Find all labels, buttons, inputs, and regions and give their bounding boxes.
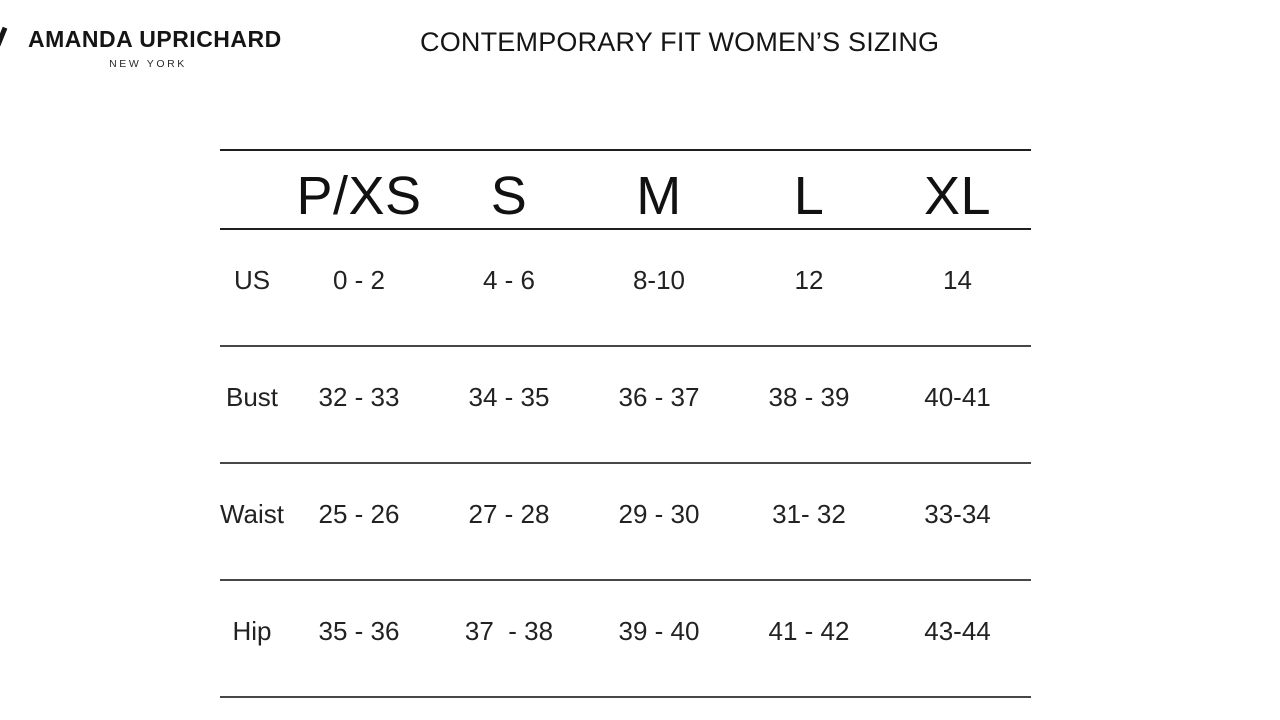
size-cell: 36 - 37 <box>618 382 700 412</box>
size-cell: 39 - 40 <box>618 616 700 646</box>
size-cell: 33-34 <box>924 499 991 529</box>
left-edge-mark <box>0 27 7 46</box>
size-cell: 37 - 38 <box>464 616 554 646</box>
size-cell: 29 - 30 <box>618 499 700 529</box>
row-label-hip: Hip <box>232 616 272 646</box>
page-title: CONTEMPORARY FIT WOMEN’S SIZING <box>420 27 940 57</box>
size-header-xl: XL <box>923 165 992 226</box>
size-cell: 27 - 28 <box>468 499 550 529</box>
brand-logo <box>28 26 282 70</box>
size-cell: 8-10 <box>632 265 686 295</box>
table-row-waist <box>220 464 1031 581</box>
size-cell: 38 - 39 <box>768 382 850 412</box>
size-cell: 34 - 35 <box>468 382 550 412</box>
table-row-us <box>220 230 1031 347</box>
size-cell: 12 <box>794 265 824 295</box>
size-header-pxs: P/XS <box>296 165 422 226</box>
size-header-m: M <box>636 165 682 226</box>
size-cell: 43-44 <box>924 616 991 646</box>
table-row-hip <box>220 581 1031 698</box>
size-cell: 35 - 36 <box>318 616 400 646</box>
size-cell: 41 - 42 <box>768 616 850 646</box>
size-cell: 32 - 33 <box>318 382 400 412</box>
table-row-bust <box>220 347 1031 464</box>
size-table <box>220 149 1031 698</box>
size-cell: 31- 32 <box>772 499 846 529</box>
row-label-bust: Bust <box>225 382 279 412</box>
size-cell: 4 - 6 <box>482 265 536 295</box>
brand-city: NEW YORK <box>109 58 187 70</box>
size-cell: 40-41 <box>924 382 991 412</box>
size-header-l: L <box>793 165 825 226</box>
header-spacer <box>220 151 284 228</box>
row-label-waist: Waist <box>219 499 285 529</box>
brand-name: AMANDA UPRICHARD <box>28 26 282 52</box>
row-label-us: US <box>233 265 271 295</box>
size-cell: 25 - 26 <box>318 499 400 529</box>
size-cell: 0 - 2 <box>332 265 386 295</box>
size-header-s: S <box>490 165 528 226</box>
size-cell: 14 <box>943 265 972 295</box>
table-header-row <box>220 149 1031 230</box>
